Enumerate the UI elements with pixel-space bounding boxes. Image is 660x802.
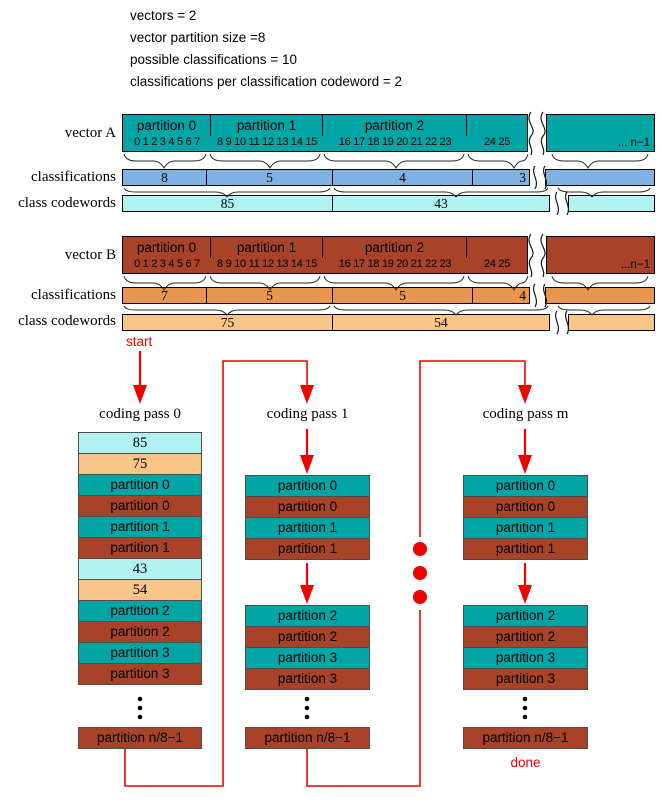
partition-tail-box: partition n/8−1 bbox=[78, 727, 202, 749]
class-codewords-a-label: class codewords bbox=[18, 195, 116, 211]
classification-value: 4 bbox=[519, 288, 526, 303]
arrowhead bbox=[518, 585, 532, 604]
partition-header-blank bbox=[467, 115, 527, 136]
partition-box: partition 3 bbox=[245, 668, 370, 690]
codeword-value: 54 bbox=[434, 315, 448, 330]
ellipsis-dot bbox=[305, 706, 310, 711]
brace bbox=[552, 154, 648, 168]
column-ellipses bbox=[138, 697, 528, 720]
ellipsis-dot bbox=[305, 715, 310, 720]
partition-box: partition 0 bbox=[245, 475, 370, 497]
classifications-a-tail bbox=[545, 169, 655, 186]
ellipsis-dot bbox=[523, 706, 528, 711]
codeword-box: 75 bbox=[78, 453, 202, 475]
ellipsis-dot bbox=[138, 706, 143, 711]
start-label: start bbox=[126, 334, 153, 349]
vector-a-label: vector A bbox=[64, 125, 116, 141]
partition-box: partition 1 bbox=[245, 538, 370, 560]
brace bbox=[210, 154, 320, 168]
arrowhead bbox=[300, 455, 314, 474]
partition-box: partition 0 bbox=[245, 496, 370, 518]
sample-indices: 8 9 10 11 12 13 14 15 bbox=[217, 258, 317, 270]
coding-pass-m-label: coding pass m bbox=[482, 406, 569, 422]
partition-box: partition 0 bbox=[463, 496, 588, 518]
partition-box: partition 0 bbox=[463, 475, 588, 497]
vector-a-bar bbox=[122, 114, 655, 152]
partition-header: partition 1 bbox=[211, 115, 323, 136]
class-codewords-b-label: class codewords bbox=[18, 313, 116, 329]
class-codewords-b-bar bbox=[122, 314, 655, 331]
config-line: classifications per classification codeword = 2 bbox=[130, 74, 403, 89]
coding-pass-m-group2 bbox=[463, 606, 588, 690]
arrowhead bbox=[518, 455, 532, 474]
vector-b-bar-tail bbox=[546, 236, 655, 274]
classifications-b-tail bbox=[545, 287, 655, 304]
arrowhead bbox=[300, 385, 314, 404]
partition-box: partition 1 bbox=[245, 517, 370, 539]
classification-value: 3 bbox=[519, 170, 526, 185]
partition-box: partition 3 bbox=[78, 642, 202, 664]
ellipsis-dot bbox=[138, 697, 143, 702]
partition-box: partition 1 bbox=[78, 537, 202, 559]
coding-pass-1-group1 bbox=[245, 476, 370, 560]
partition-tail-box: partition n/8−1 bbox=[245, 727, 370, 749]
partition-box: partition 0 bbox=[78, 495, 202, 517]
classifications-b-label: classifications bbox=[31, 287, 116, 303]
vector-a-bar-tail bbox=[546, 114, 655, 152]
classifications-a-bar bbox=[122, 169, 655, 186]
arrowhead bbox=[133, 385, 147, 404]
ellipsis-dot bbox=[523, 697, 528, 702]
tail-indices: ...n−1 bbox=[620, 259, 650, 271]
partition-box: partition 1 bbox=[463, 538, 588, 560]
coding-pass-1-label: coding pass 1 bbox=[266, 406, 349, 422]
vector-b-label: vector B bbox=[64, 247, 116, 263]
codeword-value: 75 bbox=[123, 315, 333, 330]
sample-indices: 8 9 10 11 12 13 14 15 bbox=[217, 136, 317, 148]
done-label: done bbox=[510, 755, 541, 770]
sample-indices: 24 25 bbox=[483, 258, 511, 270]
sample-indices: 16 17 18 19 20 21 22 23 bbox=[338, 136, 452, 148]
partition-header: partition 1 bbox=[211, 237, 323, 258]
codeword-value: 85 bbox=[123, 196, 333, 211]
partition-header: partition 2 bbox=[323, 115, 467, 136]
partition-box: partition 2 bbox=[463, 626, 588, 648]
brace bbox=[324, 154, 464, 168]
codeword-value: 43 bbox=[434, 196, 448, 211]
red-ellipsis-dot bbox=[413, 542, 427, 556]
arrowhead bbox=[518, 385, 532, 404]
classifications-b-bar bbox=[122, 287, 655, 304]
partition-box: partition 2 bbox=[78, 621, 202, 643]
class-codewords-a-tail bbox=[568, 195, 655, 212]
brace bbox=[468, 154, 528, 168]
partition-box: partition 0 bbox=[78, 474, 202, 496]
classification-value: 5 bbox=[207, 170, 333, 185]
coding-pass-1-group2 bbox=[245, 606, 370, 690]
partition-header-blank bbox=[467, 237, 527, 258]
arrowhead bbox=[300, 585, 314, 604]
ellipsis-dot bbox=[523, 715, 528, 720]
classification-value: 5 bbox=[333, 288, 473, 303]
classification-value: 7 bbox=[123, 288, 207, 303]
partition-box: partition 3 bbox=[463, 668, 588, 690]
class-codewords-b-main bbox=[122, 314, 550, 331]
classifications-a-label: classifications bbox=[31, 169, 116, 185]
sample-indices: 16 17 18 19 20 21 22 23 bbox=[338, 258, 452, 270]
codeword-box: 54 bbox=[78, 579, 202, 601]
classification-value: 4 bbox=[333, 170, 473, 185]
config-line: vector partition size =8 bbox=[130, 30, 266, 45]
partition-box: partition 3 bbox=[78, 663, 202, 685]
classification-value: 5 bbox=[207, 288, 333, 303]
partition-header: partition 0 bbox=[123, 115, 211, 136]
sample-indices: 0 1 2 3 4 5 6 7 bbox=[134, 136, 200, 148]
red-ellipsis-dot bbox=[413, 590, 427, 604]
sample-indices: 24 25 bbox=[483, 136, 511, 148]
coding-pass-0-label: coding pass 0 bbox=[99, 406, 181, 422]
sample-indices: 0 1 2 3 4 5 6 7 bbox=[134, 258, 200, 270]
classifications-a-main bbox=[122, 169, 530, 186]
red-ellipsis-dot bbox=[413, 566, 427, 580]
partition-box: partition 3 bbox=[245, 647, 370, 669]
codeword-box: 85 bbox=[78, 432, 202, 454]
vector-b-bar-main bbox=[122, 236, 528, 274]
partition-header: partition 2 bbox=[323, 237, 467, 258]
partition-box: partition 2 bbox=[78, 600, 202, 622]
vector-a-bar-main bbox=[122, 114, 528, 152]
config-line: vectors = 2 bbox=[130, 8, 197, 23]
codeword-box: 43 bbox=[78, 558, 202, 580]
partition-box: partition 1 bbox=[78, 516, 202, 538]
config-block bbox=[130, 5, 402, 93]
class-codewords-b-tail bbox=[568, 314, 655, 331]
partition-box: partition 2 bbox=[245, 626, 370, 648]
coding-pass-m-group1 bbox=[463, 476, 588, 560]
classifications-b-main bbox=[122, 287, 530, 304]
class-codewords-a-bar bbox=[122, 195, 655, 212]
partition-box: partition 2 bbox=[245, 605, 370, 627]
vector-b-bar bbox=[122, 236, 655, 274]
brace bbox=[124, 154, 206, 168]
ellipsis-dot bbox=[138, 715, 143, 720]
classification-value: 8 bbox=[123, 170, 207, 185]
partition-header: partition 0 bbox=[123, 237, 211, 258]
class-codewords-a-main bbox=[122, 195, 550, 212]
partition-box: partition 1 bbox=[463, 517, 588, 539]
config-line: possible classifications = 10 bbox=[130, 52, 297, 67]
partition-box: partition 2 bbox=[463, 605, 588, 627]
tail-indices: ... n−1 bbox=[617, 137, 650, 149]
partition-box: partition 3 bbox=[463, 647, 588, 669]
partition-tail-box: partition n/8−1 bbox=[463, 727, 588, 749]
coding-pass-0-stack bbox=[78, 433, 202, 685]
ellipsis-dot bbox=[305, 697, 310, 702]
